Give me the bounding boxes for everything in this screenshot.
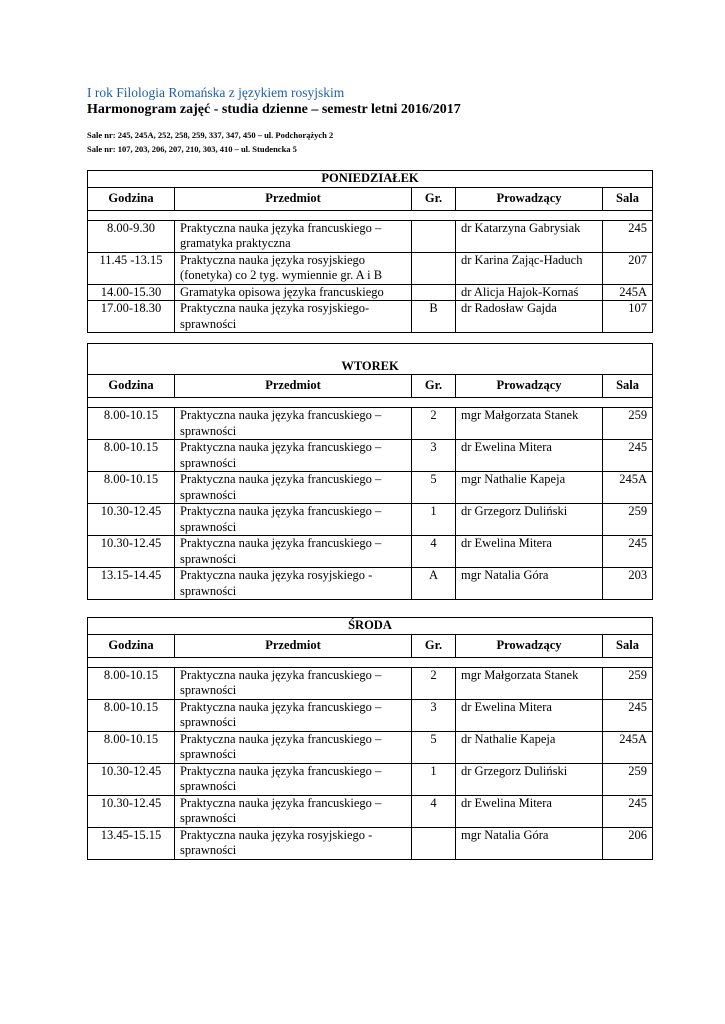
cell-room: 259 xyxy=(603,763,653,795)
cell-lecturer: dr Ewelina Mitera xyxy=(456,699,603,731)
table-row xyxy=(88,440,653,472)
col-header-lecturer: Prowadzący xyxy=(456,375,603,398)
table-row xyxy=(88,220,653,252)
table-spacer xyxy=(88,398,653,408)
cell-time: 10.30-12.45 xyxy=(88,536,175,568)
day-title: ŚRODA xyxy=(88,618,653,635)
col-header-group: Gr. xyxy=(412,187,456,210)
cell-group: A xyxy=(412,568,456,600)
cell-time: 10.30-12.45 xyxy=(88,763,175,795)
cell-subject: Praktyczna nauka języka francuskiego – gramatyka praktyczna xyxy=(175,220,412,252)
cell-subject: Praktyczna nauka języka francuskiego – sprawności xyxy=(175,440,412,472)
cell-lecturer: dr Ewelina Mitera xyxy=(456,440,603,472)
table-row xyxy=(88,472,653,504)
cell-group: 4 xyxy=(412,795,456,827)
cell-time: 11.45 -13.15 xyxy=(88,252,175,284)
cell-room: 245A xyxy=(603,472,653,504)
cell-time: 10.30-12.45 xyxy=(88,504,175,536)
cell-time: 8.00-10.15 xyxy=(88,408,175,440)
cell-group: 4 xyxy=(412,536,456,568)
cell-group: 5 xyxy=(412,472,456,504)
cell-room: 245A xyxy=(603,284,653,301)
table-row xyxy=(88,795,653,827)
cell-room: 245 xyxy=(603,795,653,827)
table-row xyxy=(88,763,653,795)
cell-room: 206 xyxy=(603,827,653,859)
cell-lecturer: dr Nathalie Kapeja xyxy=(456,731,603,763)
cell-room: 245 xyxy=(603,440,653,472)
table-row xyxy=(88,536,653,568)
table-row xyxy=(88,408,653,440)
table-row xyxy=(88,827,653,859)
schedule-table-wednesday xyxy=(87,617,653,860)
cell-time: 8.00-10.15 xyxy=(88,731,175,763)
day-title: PONIEDZIAŁEK xyxy=(88,171,653,188)
cell-group: B xyxy=(412,301,456,333)
cell-lecturer: dr Ewelina Mitera xyxy=(456,536,603,568)
table-row xyxy=(88,252,653,284)
cell-time: 8.00-9.30 xyxy=(88,220,175,252)
table-row xyxy=(88,731,653,763)
cell-time: 8.00-10.15 xyxy=(88,472,175,504)
table-spacer xyxy=(88,210,653,220)
cell-time: 8.00-10.15 xyxy=(88,667,175,699)
cell-time: 8.00-10.15 xyxy=(88,440,175,472)
cell-lecturer: mgr Małgorzata Stanek xyxy=(456,408,603,440)
cell-room: 107 xyxy=(603,301,653,333)
cell-lecturer: dr Alicja Hajok-Kornaś xyxy=(456,284,603,301)
col-header-room: Sala xyxy=(603,187,653,210)
cell-group: 3 xyxy=(412,699,456,731)
rooms-note-1: Sale nr: 245, 245A, 252, 258, 259, 337, 347, 450 – ul. Podchorążych 2 xyxy=(87,130,334,140)
cell-subject: Praktyczna nauka języka francuskiego – sprawności xyxy=(175,667,412,699)
cell-group: 1 xyxy=(412,504,456,536)
cell-group: 2 xyxy=(412,667,456,699)
table-row xyxy=(88,568,653,600)
cell-room: 245A xyxy=(603,731,653,763)
cell-subject: Praktyczna nauka języka francuskiego – sprawności xyxy=(175,408,412,440)
col-header-subject: Przedmiot xyxy=(175,187,412,210)
day-title: WTOREK xyxy=(88,344,653,375)
cell-subject: Praktyczna nauka języka francuskiego – sprawności xyxy=(175,504,412,536)
cell-room: 259 xyxy=(603,667,653,699)
cell-time: 14.00-15.30 xyxy=(88,284,175,301)
table-row xyxy=(88,667,653,699)
cell-group: 1 xyxy=(412,763,456,795)
col-header-time: Godzina xyxy=(88,375,175,398)
col-header-room: Sala xyxy=(603,375,653,398)
col-header-room: Sala xyxy=(603,634,653,657)
cell-room: 207 xyxy=(603,252,653,284)
cell-subject: Praktyczna nauka języka francuskiego – sprawności xyxy=(175,699,412,731)
rooms-note-2: Sale nr: 107, 203, 206, 207, 210, 303, 410 – ul. Studencka 5 xyxy=(87,144,297,154)
schedule-title: Harmonogram zajęć - studia dzienne – semestr letni 2016/2017 xyxy=(87,102,461,117)
cell-room: 245 xyxy=(603,536,653,568)
cell-lecturer: dr Katarzyna Gabrysiak xyxy=(456,220,603,252)
table-row xyxy=(88,284,653,301)
col-header-time: Godzina xyxy=(88,187,175,210)
cell-lecturer: mgr Natalia Góra xyxy=(456,568,603,600)
cell-group xyxy=(412,252,456,284)
cell-lecturer: dr Grzegorz Duliński xyxy=(456,504,603,536)
cell-subject: Praktyczna nauka języka rosyjskiego - sprawności xyxy=(175,568,412,600)
cell-group: 5 xyxy=(412,731,456,763)
cell-group: 3 xyxy=(412,440,456,472)
table-row xyxy=(88,699,653,731)
cell-lecturer: dr Grzegorz Duliński xyxy=(456,763,603,795)
table-spacer xyxy=(88,657,653,667)
cell-lecturer: dr Karina Zając-Haduch xyxy=(456,252,603,284)
cell-subject: Praktyczna nauka języka francuskiego – sprawności xyxy=(175,731,412,763)
cell-subject: Praktyczna nauka języka francuskiego – sprawności xyxy=(175,472,412,504)
cell-room: 245 xyxy=(603,220,653,252)
cell-group: 2 xyxy=(412,408,456,440)
cell-subject: Praktyczna nauka języka francuskiego – sprawności xyxy=(175,536,412,568)
cell-subject: Gramatyka opisowa języka francuskiego xyxy=(175,284,412,301)
cell-time: 13.45-15.15 xyxy=(88,827,175,859)
cell-lecturer: dr Ewelina Mitera xyxy=(456,795,603,827)
col-header-lecturer: Prowadzący xyxy=(456,187,603,210)
cell-lecturer: mgr Nathalie Kapeja xyxy=(456,472,603,504)
col-header-group: Gr. xyxy=(412,375,456,398)
cell-lecturer: mgr Natalia Góra xyxy=(456,827,603,859)
col-header-subject: Przedmiot xyxy=(175,375,412,398)
cell-subject: Praktyczna nauka języka francuskiego – sprawności xyxy=(175,763,412,795)
col-header-group: Gr. xyxy=(412,634,456,657)
cell-time: 8.00-10.15 xyxy=(88,699,175,731)
col-header-time: Godzina xyxy=(88,634,175,657)
table-row xyxy=(88,504,653,536)
col-header-lecturer: Prowadzący xyxy=(456,634,603,657)
table-row xyxy=(88,301,653,333)
program-title: I rok Filologia Romańska z językiem rosyjskim xyxy=(87,85,345,100)
cell-subject: Praktyczna nauka języka rosyjskiego-sprawności xyxy=(175,301,412,333)
cell-subject: Praktyczna nauka języka francuskiego – sprawności xyxy=(175,795,412,827)
cell-subject: Praktyczna nauka języka rosyjskiego (fonetyka) co 2 tyg. wymiennie gr. A i B xyxy=(175,252,412,284)
cell-subject: Praktyczna nauka języka rosyjskiego - sprawności xyxy=(175,827,412,859)
cell-time: 13.15-14.45 xyxy=(88,568,175,600)
schedule-table-tuesday xyxy=(87,343,653,600)
cell-room: 245 xyxy=(603,699,653,731)
cell-group xyxy=(412,220,456,252)
cell-group xyxy=(412,284,456,301)
cell-room: 259 xyxy=(603,504,653,536)
cell-room: 259 xyxy=(603,408,653,440)
cell-time: 17.00-18.30 xyxy=(88,301,175,333)
cell-room: 203 xyxy=(603,568,653,600)
cell-time: 10.30-12.45 xyxy=(88,795,175,827)
schedule-table-monday xyxy=(87,170,653,333)
cell-lecturer: dr Radosław Gajda xyxy=(456,301,603,333)
cell-group xyxy=(412,827,456,859)
col-header-subject: Przedmiot xyxy=(175,634,412,657)
cell-lecturer: mgr Małgorzata Stanek xyxy=(456,667,603,699)
